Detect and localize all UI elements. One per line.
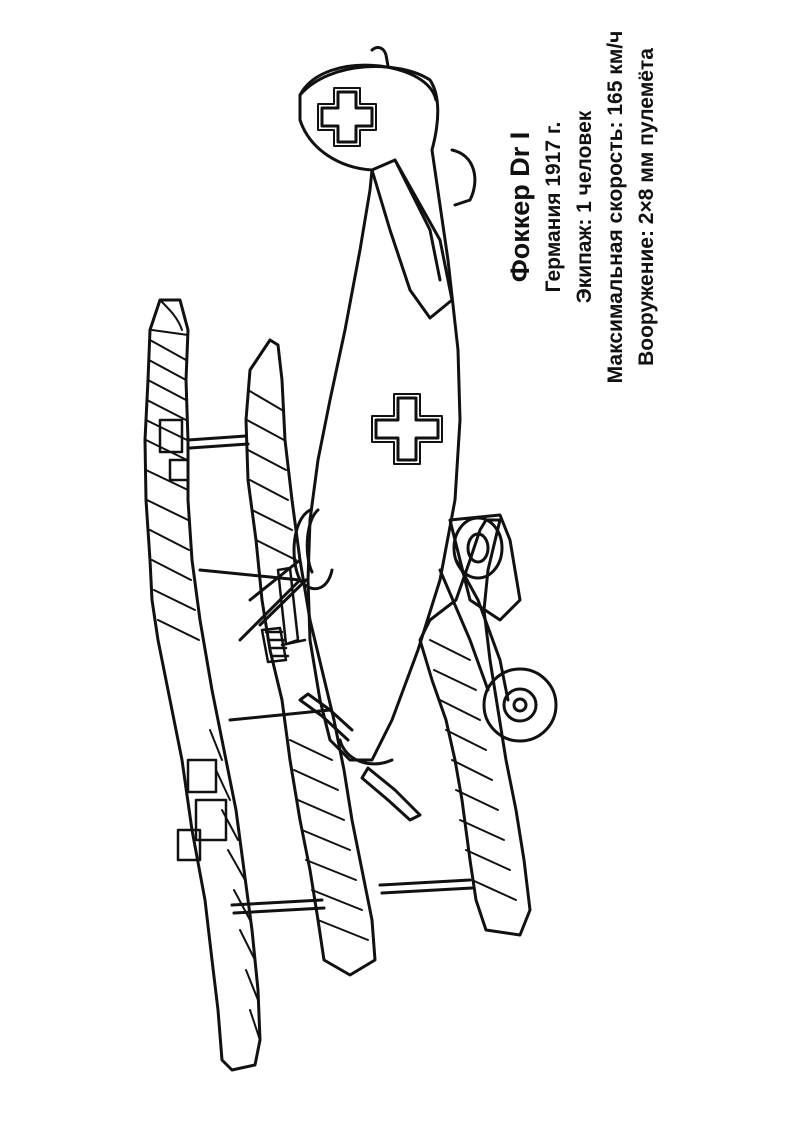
iron-cross-icon: [318, 88, 376, 146]
middle-wing: [246, 340, 375, 975]
spec-crew: Экипаж: 1 человек: [573, 110, 596, 304]
spec-country-year: Германия 1917 г.: [542, 121, 565, 293]
aircraft-title: Фоккер Dr I: [505, 131, 535, 283]
spec-max-speed: Максимальная скорость: 165 км/ч: [604, 30, 627, 384]
top-wing: [145, 300, 260, 1070]
spec-armament: Вооружение: 2×8 мм пулемёта: [635, 48, 658, 366]
specifications-caption: [400, 0, 658, 417]
